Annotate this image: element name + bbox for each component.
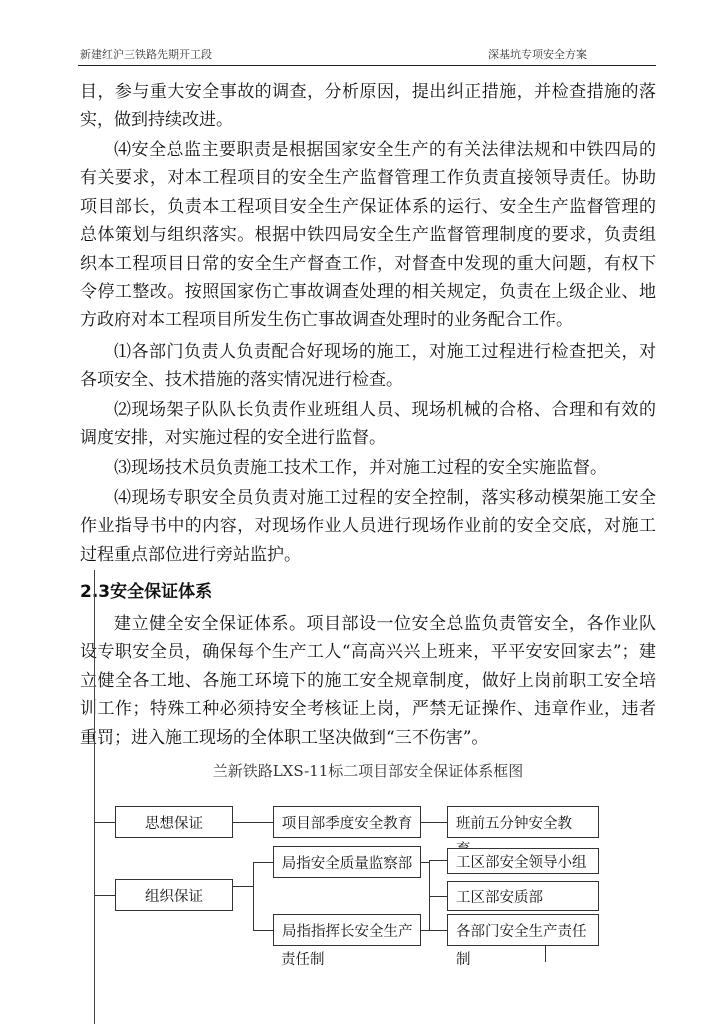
connector-line <box>421 822 447 823</box>
connector-line <box>429 860 447 861</box>
box-thought-guarantee: 思想保证 <box>115 806 233 838</box>
paragraph-safety-officer: ⑷现场专职安全员负责对施工过程的安全控制，落实移动模架施工安全作业指导书中的内容，对现场作业人员进行现场作业前的安全交底，对施工过程重点部位进行旁站监护。 <box>80 488 656 565</box>
connector-line <box>429 860 430 930</box>
box-area-safety-dept: 工区部安质部 <box>447 881 599 911</box>
box-organization-guarantee: 组织保证 <box>115 879 233 911</box>
header-rule <box>78 65 656 66</box>
paragraph-safety-director: ⑷安全总监主要职责是根据国家安全生产的有关法律法规和中铁四局的有关要求，对本工程项目的安全生产监督管理工作负责直接领导责任。协助项目部长，负责本工程项目安全生产保证体系的运行、安全生产监督管理的总体策划与组织落实。根据中铁四局安全生产监督管理制度的要求，负责组织本工程项目日常的安全生产督查工作，对督查中发现的重大问题，有权下令停工整改。按照国家伤亡事故调查处理的相关规定，负责在上级企业、地方政府对本工程项目所发生伤亡事故调查处理时的业务配合工作。 <box>80 140 656 331</box>
connector-line <box>253 862 273 863</box>
paragraph-dept-heads: ⑴各部门负责人负责配合好现场的施工，对施工过程进行检查把关，对各项安全、技术措施的落实情况进行检查。 <box>80 342 656 391</box>
connector-line <box>253 862 254 930</box>
header-right-title: 深基坑专项安全方案 <box>488 48 587 61</box>
box-area-safety-leader: 工区部安全领导小组 <box>447 848 599 874</box>
box-dept-responsibility-overflow: 制 <box>456 952 471 968</box>
connector-line <box>95 822 115 823</box>
section-title: 2.3安全保证体系 <box>80 582 213 602</box>
connector-line <box>421 930 447 931</box>
diagram-title: 兰新铁路LXS-11标二项目部安全保证体系框图 <box>212 762 524 780</box>
paragraph-team-leader: ⑵现场架子队队长负责作业班组人员、现场机械的合格、合理和有效的调度安排，对实施过程的安全进行监督。 <box>80 400 656 449</box>
margin-line <box>94 570 95 1024</box>
box-commander-responsibility-overflow: 责任制 <box>281 952 325 968</box>
connector-line <box>233 822 273 823</box>
connector-line <box>233 886 253 887</box>
connector-line <box>95 895 115 896</box>
box-pre-shift-education: 班前五分钟安全教 <box>447 806 599 838</box>
paragraph-technician: ⑶现场技术员负责施工技术工作，并对施工过程的安全实施监督。 <box>114 458 607 478</box>
box-dept-responsibility: 各部门安全生产责任 <box>447 914 599 946</box>
section-body: 建立健全安全保证体系。项目部设一位安全总监负责管安全，各作业队设专职安全员，确保每个生产工人“高高兴兴上班来，平平安安回家去”；建立健全各工地、各施工环境下的施工安全规章制度，做好上岗前职工安全培训工作；特殊工种必须持安全考核证上岗，严禁无证操作、违章作业，违者重罚；进入施工现场的全体职工坚决做到“三不伤害”。 <box>80 614 656 748</box>
box-supervision-dept: 局指安全质量监察部 <box>273 846 421 878</box>
box-commander-responsibility: 局指指挥长安全生产 <box>273 914 421 946</box>
box-season-education: 项目部季度安全教育 <box>273 806 421 838</box>
connector-line <box>253 930 273 931</box>
header-left-title: 新建红沪三铁路先期开工段 <box>80 48 212 61</box>
connector-line <box>429 896 447 897</box>
paragraph-continuation: 目，参与重大安全事故的调查，分析原因，提出纠正措施，并检查措施的落实，做到持续改进。 <box>80 82 656 131</box>
connector-line <box>421 862 429 863</box>
